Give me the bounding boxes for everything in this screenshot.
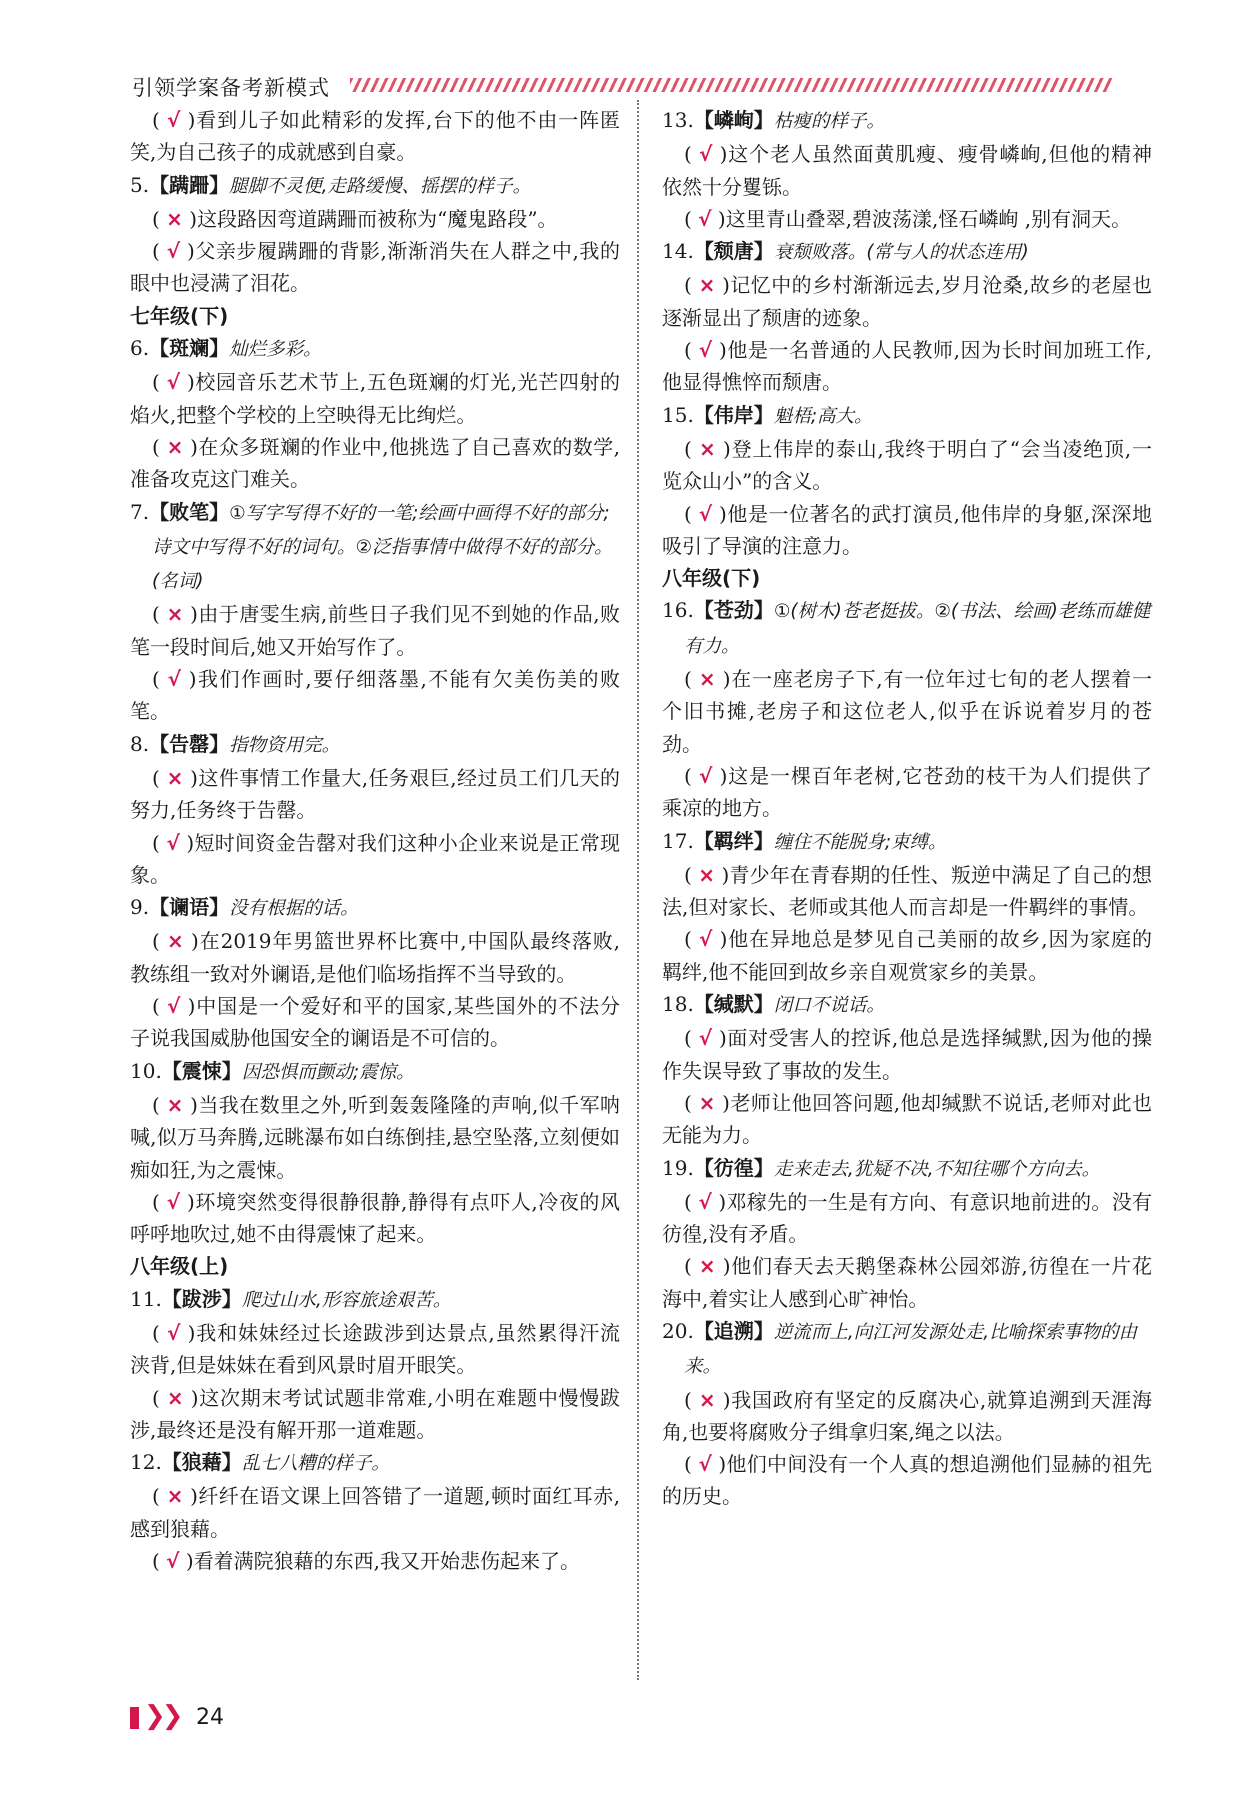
example-sentence: ( √ )面对受害人的控诉,他总是选择缄默,因为他的操作失误导致了事故的发生。 — [662, 1026, 1152, 1083]
entry-number: 17. — [662, 828, 694, 853]
vocab-entry — [662, 1152, 1152, 1186]
entry-word: 【嶙峋】 — [693, 108, 774, 132]
example-text: 校园音乐艺术节上,五色斑斓的灯光,光芒四射的焰火,把整个学校的上空映得无比绚烂。 — [130, 370, 620, 427]
check-mark-icon: √ — [698, 1026, 713, 1051]
left-column — [130, 104, 620, 1577]
example-text: 他们春天去天鹅堡森林公园郊游,彷徨在一片花海中,着实让人感到心旷神怡。 — [662, 1254, 1152, 1311]
check-mark-icon: √ — [698, 501, 713, 526]
entry-word: 【颓唐】 — [693, 239, 774, 264]
entry-word: 【狼藉】 — [161, 1450, 242, 1475]
example-text: 父亲步履蹒跚的背影,渐渐消失在人群之中,我的眼中也浸满了泪花。 — [130, 239, 620, 296]
example-text: 我国政府有坚定的反腐决心,就算追溯到天涯海角,也要将腐败分子缉拿归案,绳之以法。 — [662, 1387, 1152, 1444]
double-chevron-icon: ❯❯ — [144, 1701, 180, 1731]
entry-number: 6. — [130, 336, 150, 361]
example-text: 在一座老房子下,有一位年过七旬的老人摆着一个旧书摊,老房子和这位老人,似乎在诉说着岁月的苍劲。 — [662, 667, 1152, 756]
vocab-entry — [130, 1055, 620, 1089]
entry-number: 11. — [130, 1286, 162, 1311]
example-sentence: ( √ )校园音乐艺术节上,五色斑斓的灯光,光芒四射的焰火,把整个学校的上空映得无比绚烂。 — [130, 370, 620, 427]
cross-mark-icon: × — [698, 862, 716, 887]
check-mark-icon: √ — [167, 667, 181, 692]
vocab-entry — [130, 169, 620, 203]
entry-definition: 衰颓败落。(常与人的状态连用) — [773, 242, 1029, 264]
check-mark-icon: √ — [167, 994, 181, 1019]
header-decoration-stripes — [350, 78, 1112, 92]
example-sentence: ( √ )这个老人虽然面黄肌瘦、瘦骨嶙峋,但他的精神依然十分矍铄。 — [662, 142, 1152, 199]
example-sentence: ( √ )这里青山叠翠,碧波荡漾,怪石嶙峋 ,别有洞天。 — [684, 206, 1132, 231]
example-sentence: ( × )老师让他回答问题,他却缄默不说话,老师对此也无能为力。 — [662, 1090, 1152, 1148]
check-mark-icon: √ — [698, 1189, 712, 1214]
example-text: 在2019年男篮世界杯比赛中,中国队最终落败,教练组一致对外谰语,是他们临场指挥不当导致的。 — [130, 929, 620, 986]
vocab-entry — [662, 988, 1152, 1022]
cross-mark-icon: × — [166, 765, 184, 790]
example-text: 面对受害人的控诉,他总是选择缄默,因为他的操作失误导致了事故的发生。 — [662, 1026, 1152, 1083]
example-sentence: ( √ )这是一棵百年老树,它苍劲的枝干为人们提供了乘凉的地方。 — [662, 763, 1152, 821]
entry-number: 9. — [130, 895, 150, 920]
example-text: 青少年在青春期的任性、叛逆中满足了自己的想法,但对家长、老师或其他人而言却是一件羁绊的事情。 — [662, 862, 1152, 920]
entry-number: 15. — [662, 402, 694, 427]
check-mark-icon: √ — [167, 108, 181, 132]
example-text: 这个老人虽然面黄肌瘦、瘦骨嶙峋,但他的精神依然十分矍铄。 — [662, 142, 1152, 199]
cross-mark-icon: × — [698, 667, 716, 692]
example-sentence: ( × )这段路因弯道蹒跚而被称为“魔鬼路段”。 — [152, 206, 558, 231]
footer-bar-icon — [130, 1707, 139, 1729]
vocab-entry — [662, 104, 1152, 138]
entry-definition: 枯瘦的样子。 — [773, 111, 885, 132]
cross-mark-icon: × — [166, 1092, 184, 1117]
page-number: 24 — [196, 1705, 224, 1730]
cross-mark-icon: × — [166, 1484, 184, 1509]
vocab-entry — [130, 728, 620, 762]
example-sentence: ( √ )我们作画时,要仔细落墨,不能有欠美伤美的败笔。 — [130, 667, 620, 724]
example-sentence: ( × )这次期末考试试题非常难,小明在难题中慢慢跋涉,最终还是没有解开那一道难题。 — [130, 1385, 620, 1442]
check-mark-icon: √ — [698, 1452, 712, 1477]
cross-mark-icon: × — [698, 1387, 716, 1412]
example-sentence: ( × )纤纤在语文课上回答错了一道题,顿时面红耳赤,感到狼藉。 — [130, 1484, 620, 1541]
entry-number: 20. — [662, 1318, 694, 1343]
entry-definition: 闭口不说话。 — [773, 995, 885, 1017]
example-text: 由于唐雯生病,前些日子我们见不到她的作品,败笔一段时间后,她又开始写作了。 — [130, 602, 620, 659]
check-mark-icon: √ — [699, 927, 713, 952]
example-sentence: ( √ )短时间资金告罄对我们这种小企业来说是正常现象。 — [130, 830, 620, 887]
example-text: 他是一名普通的人民教师,因为长时间加班工作,他显得憔悴而颓唐。 — [662, 338, 1152, 395]
entry-word: 【蹒跚】 — [149, 172, 230, 197]
entry-definition: 没有根据的话。 — [229, 898, 359, 920]
entry-definition: 逆流而上,向江河发源处走,比喻探索事物的由来。 — [684, 1321, 1138, 1378]
check-mark-icon: √ — [167, 1320, 181, 1345]
example-sentence: ( × )当我在数里之外,听到轰轰隆隆的声响,似千军呐喊,似万马奔腾,远眺瀑布如白练倒挂,悬空坠落,立刻便如痴如狂,为之震悚。 — [130, 1092, 620, 1182]
check-mark-icon: √ — [166, 830, 180, 855]
check-mark-icon: √ — [699, 763, 713, 788]
entry-definition: ①(树木)苍老挺拔。②(书法、绘画)老练而雄健有力。 — [684, 601, 1151, 657]
example-sentence: ( × )在2019年男篮世界杯比赛中,中国队最终落败,教练组一致对外谰语,是他们临场指挥不当导致的。 — [130, 929, 620, 986]
example-text: 记忆中的乡村渐渐远去,岁月沧桑,故乡的老屋也逐渐显出了颓唐的迹象。 — [662, 273, 1152, 330]
right-column — [662, 104, 1152, 1513]
example-text: 中国是一个爱好和平的国家,某些国外的不法分子说我国威胁他国安全的谰语是不可信的。 — [130, 994, 620, 1051]
example-text: 环境突然变得很静很静,静得有点吓人,冷夜的风呼呼地吹过,她不由得震悚了起来。 — [130, 1189, 620, 1247]
check-mark-icon: √ — [166, 370, 181, 395]
example-sentence: ( √ )他在异地总是梦见自己美丽的故乡,因为家庭的羁绊,他不能回到故乡亲自观赏家乡的美景。 — [662, 927, 1152, 984]
example-sentence: ( √ )看着满院狼藉的东西,我又开始悲伤起来了。 — [152, 1549, 581, 1574]
grade-heading: 七年级(下) — [130, 303, 229, 328]
vocab-entry — [662, 1315, 1152, 1384]
entry-number: 7. — [130, 499, 150, 524]
example-text: 纤纤在语文课上回答错了一道题,顿时面红耳赤,感到狼藉。 — [130, 1484, 620, 1541]
entry-number: 19. — [662, 1155, 694, 1180]
entry-word: 【震悚】 — [161, 1058, 242, 1083]
example-sentence: ( √ )父亲步履蹒跚的背影,渐渐消失在人群之中,我的眼中也浸满了泪花。 — [130, 239, 620, 296]
example-text: 邓稼先的一生是有方向、有意识地前进的。没有彷徨,没有矛盾。 — [662, 1189, 1152, 1247]
example-text: 这是一棵百年老树,它苍劲的枝干为人们提供了乘凉的地方。 — [662, 763, 1152, 821]
entry-definition: 腿脚不灵便,走路缓慢、摇摆的样子。 — [229, 175, 531, 197]
cross-mark-icon: × — [698, 1254, 716, 1279]
example-sentence: ( × )记忆中的乡村渐渐远去,岁月沧桑,故乡的老屋也逐渐显出了颓唐的迹象。 — [662, 273, 1152, 330]
grade-heading: 八年级(上) — [130, 1254, 229, 1279]
check-mark-icon: √ — [699, 142, 713, 167]
example-text: 他们中间没有一个人真的想追溯他们显赫的祖先的历史。 — [662, 1452, 1152, 1509]
entry-number: 8. — [130, 731, 150, 756]
example-text: 在众多斑斓的作业中,他挑选了自己喜欢的数学,准备攻克这门难关。 — [130, 434, 620, 492]
example-sentence: ( √ )他们中间没有一个人真的想追溯他们显赫的祖先的历史。 — [662, 1452, 1152, 1509]
example-sentence: ( √ )他是一名普通的人民教师,因为长时间加班工作,他显得憔悴而颓唐。 — [662, 338, 1152, 395]
entry-definition: 指物资用完。 — [229, 734, 341, 756]
entry-word: 【追溯】 — [693, 1318, 774, 1343]
entry-word: 【告罄】 — [149, 731, 230, 756]
entry-word: 【苍劲】 — [693, 598, 774, 623]
example-sentence: ( × )由于唐雯生病,前些日子我们见不到她的作品,败笔一段时间后,她又开始写作了。 — [130, 602, 620, 659]
example-sentence: ( × )在一座老房子下,有一位年过七旬的老人摆着一个旧书摊,老房子和这位老人,似乎在诉说着岁月的苍劲。 — [662, 667, 1152, 756]
example-sentence: ( × )登上伟岸的泰山,我终于明白了“会当凌绝顶,一览众山小”的含义。 — [662, 436, 1152, 494]
example-text: 看着满院狼藉的东西,我又开始悲伤起来了。 — [193, 1549, 581, 1574]
entry-definition: 爬过山水,形容旅途艰苦。 — [241, 1289, 452, 1311]
entry-definition: 缠住不能脱身;束缚。 — [773, 831, 947, 853]
cross-mark-icon: × — [166, 434, 184, 459]
example-sentence: ( √ )中国是一个爱好和平的国家,某些国外的不法分子说我国威胁他国安全的谰语是不可信的。 — [130, 994, 620, 1051]
example-text: 登上伟岸的泰山,我终于明白了“会当凌绝顶,一览众山小”的含义。 — [662, 436, 1152, 494]
cross-mark-icon: × — [166, 1385, 184, 1410]
entry-number: 12. — [130, 1450, 162, 1475]
entry-word: 【败笔】 — [149, 499, 230, 524]
cross-mark-icon: × — [167, 929, 184, 954]
example-text: 他在异地总是梦见自己美丽的故乡,因为家庭的羁绊,他不能回到故乡亲自观赏家乡的美景。 — [662, 927, 1152, 984]
entry-number: 16. — [662, 598, 694, 623]
vocab-entry — [130, 1446, 620, 1480]
entry-number: 13. — [662, 108, 694, 132]
example-sentence: ( √ )邓稼先的一生是有方向、有意识地前进的。没有彷徨,没有矛盾。 — [662, 1189, 1152, 1247]
example-text: 这件事情工作量大,任务艰巨,经过员工们几天的努力,任务终于告罄。 — [130, 765, 620, 823]
vocab-entry — [662, 399, 1152, 433]
example-text: 看到儿子如此精彩的发挥,台下的他不由一阵匿笑,为自己孩子的成就感到自豪。 — [130, 108, 620, 165]
example-text: 当我在数里之外,听到轰轰隆隆的声响,似千军呐喊,似万马奔腾,远眺瀑布如白练倒挂,悬空坠落,立刻便如痴如狂,为之震悚。 — [130, 1092, 620, 1182]
page-header — [132, 72, 1112, 102]
entry-number: 10. — [130, 1058, 162, 1083]
vocab-entry — [662, 235, 1152, 269]
vocab-entry — [130, 1283, 620, 1317]
check-mark-icon: √ — [166, 1549, 180, 1574]
example-text: 他是一位著名的武打演员,他伟岸的身躯,深深地吸引了导演的注意力。 — [662, 501, 1152, 558]
column-divider — [637, 100, 639, 1680]
entry-definition: 魁梧;高大。 — [773, 405, 873, 427]
entry-number: 18. — [662, 992, 694, 1017]
entry-word: 【彷徨】 — [693, 1155, 774, 1180]
example-sentence: ( × )在众多斑斓的作业中,他挑选了自己喜欢的数学,准备攻克这门难关。 — [130, 434, 620, 492]
example-sentence: ( √ )他是一位著名的武打演员,他伟岸的身躯,深深地吸引了导演的注意力。 — [662, 501, 1152, 558]
vocab-entry — [130, 332, 620, 366]
example-text: 我们作画时,要仔细落墨,不能有欠美伤美的败笔。 — [130, 667, 620, 724]
cross-mark-icon: × — [166, 206, 183, 231]
entry-word: 【羁绊】 — [693, 828, 774, 853]
example-text: 这里青山叠翠,碧波荡漾,怪石嶙峋 ,别有洞天。 — [725, 206, 1132, 231]
example-text: 这次期末考试试题非常难,小明在难题中慢慢跋涉,最终还是没有解开那一道难题。 — [130, 1385, 620, 1442]
entry-definition: 灿烂多彩。 — [229, 339, 322, 361]
entry-definition: ①写字写得不好的一笔;绘画中画得不好的部分;诗文中写得不好的词句。②泛指事情中做得不好的部分。(名词) — [152, 502, 613, 593]
example-text: 这段路因弯道蹒跚而被称为“魔鬼路段”。 — [197, 206, 558, 231]
example-sentence: ( × )这件事情工作量大,任务艰巨,经过员工们几天的努力,任务终于告罄。 — [130, 765, 620, 823]
check-mark-icon: √ — [698, 338, 713, 363]
example-sentence: ( × )他们春天去天鹅堡森林公园郊游,彷徨在一片花海中,着实让人感到心旷神怡。 — [662, 1254, 1152, 1311]
entry-number: 5. — [130, 172, 150, 197]
header-title: 引领学案备考新模式 — [132, 76, 330, 100]
vocab-entry — [130, 891, 620, 925]
entry-word: 【缄默】 — [693, 992, 774, 1017]
entry-word: 【跋涉】 — [161, 1286, 242, 1311]
example-sentence: ( × )青少年在青春期的任性、叛逆中满足了自己的想法,但对家长、老师或其他人而言却是一件羁绊的事情。 — [662, 862, 1152, 920]
entry-number: 14. — [662, 239, 694, 264]
example-sentence: ( × )我国政府有坚定的反腐决心,就算追溯到天涯海角,也要将腐败分子缉拿归案,绳之以法。 — [662, 1387, 1152, 1444]
vocab-entry — [662, 594, 1152, 663]
cross-mark-icon: × — [699, 436, 716, 461]
vocab-entry — [662, 825, 1152, 859]
check-mark-icon: √ — [166, 1189, 181, 1214]
entry-definition: 因恐惧而颤动;震惊。 — [241, 1061, 415, 1083]
cross-mark-icon: × — [698, 1090, 716, 1115]
example-sentence: ( √ )看到儿子如此精彩的发挥,台下的他不由一阵匿笑,为自己孩子的成就感到自豪。 — [130, 108, 620, 165]
entry-definition: 走来走去,犹疑不决,不知往哪个方向去。 — [773, 1158, 1101, 1180]
cross-mark-icon: × — [698, 273, 716, 298]
check-mark-icon: √ — [698, 206, 712, 231]
entry-word: 【斑斓】 — [149, 336, 230, 361]
example-sentence: ( √ )我和妹妹经过长途跋涉到达景点,虽然累得汗流浃背,但是妹妹在看到风景时眉开眼笑。 — [130, 1320, 620, 1378]
entry-definition: 乱七八糟的样子。 — [241, 1453, 390, 1475]
grade-heading: 八年级(下) — [662, 566, 761, 591]
example-text: 短时间资金告罄对我们这种小企业来说是正常现象。 — [130, 830, 620, 887]
check-mark-icon: √ — [166, 239, 181, 264]
entry-word: 【谰语】 — [149, 895, 230, 920]
vocab-entry — [130, 496, 620, 599]
cross-mark-icon: × — [166, 602, 184, 627]
example-text: 老师让他回答问题,他却缄默不说话,老师对此也无能为力。 — [662, 1090, 1152, 1148]
entry-word: 【伟岸】 — [693, 402, 774, 427]
example-sentence: ( √ )环境突然变得很静很静,静得有点吓人,冷夜的风呼呼地吹过,她不由得震悚了起来。 — [130, 1189, 620, 1247]
example-text: 我和妹妹经过长途跋涉到达景点,虽然累得汗流浃背,但是妹妹在看到风景时眉开眼笑。 — [130, 1320, 620, 1378]
